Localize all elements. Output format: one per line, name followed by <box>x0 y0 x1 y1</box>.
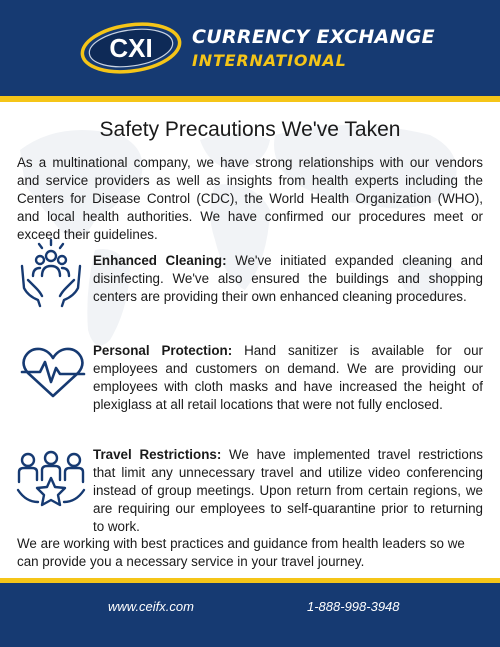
brand-subname: INTERNATIONAL <box>192 51 347 70</box>
logo-text: CXI <box>109 33 153 63</box>
section-text: Hand sanitizer is available for our employees and customers on demand. We are providing our employees with cloth masks and have increased the height of plexiglass at all retail locations that were not fully enclosed. <box>93 343 483 412</box>
header-bar <box>0 0 500 96</box>
website-link[interactable]: www.ceifx.com <box>108 599 194 614</box>
section-travel <box>93 446 483 536</box>
section-protection <box>93 342 483 414</box>
phone-number[interactable]: 1-888-998-3948 <box>307 599 400 614</box>
section-text: We've initiated expanded cleaning and disinfecting. We've also ensured the buildings and shopping centers are providing their own enhanced cleaning procedures. <box>93 253 483 304</box>
header-stripe <box>0 96 500 102</box>
page-title: Safety Precautions We've Taken <box>99 118 401 141</box>
section-heading: Enhanced Cleaning: <box>93 253 227 268</box>
section-text: We have implemented travel restrictions that limit any unnecessary travel and utilize video conferencing instead of group meetings. Upon return from certain regions, we are requiring our employees to self-quarantine prior to returning to work. <box>93 447 483 534</box>
footer-bar <box>0 583 500 647</box>
section-heading: Personal Protection: <box>93 343 233 358</box>
cleaning-hands-icon <box>18 238 84 308</box>
heart-pulse-icon <box>20 346 86 400</box>
intro-paragraph: As a multinational company, we have strong relationships with our vendors and service providers as well as insights from health experts including the Centers for Disease Control (CDC), the World Health Organization (WHO), and local health authorities. We have confirmed our procedures meet or exceed their guidelines. <box>17 155 483 242</box>
brand-name: CURRENCY EXCHANGE <box>192 26 435 48</box>
closing-paragraph: We are working with best practices and guidance from health leaders so we can provide you a necessary service in your travel journey. <box>17 536 465 569</box>
section-cleaning <box>93 252 483 306</box>
people-star-icon <box>16 450 86 512</box>
section-heading: Travel Restrictions: <box>93 447 222 462</box>
cxi-logo-icon <box>79 22 183 74</box>
